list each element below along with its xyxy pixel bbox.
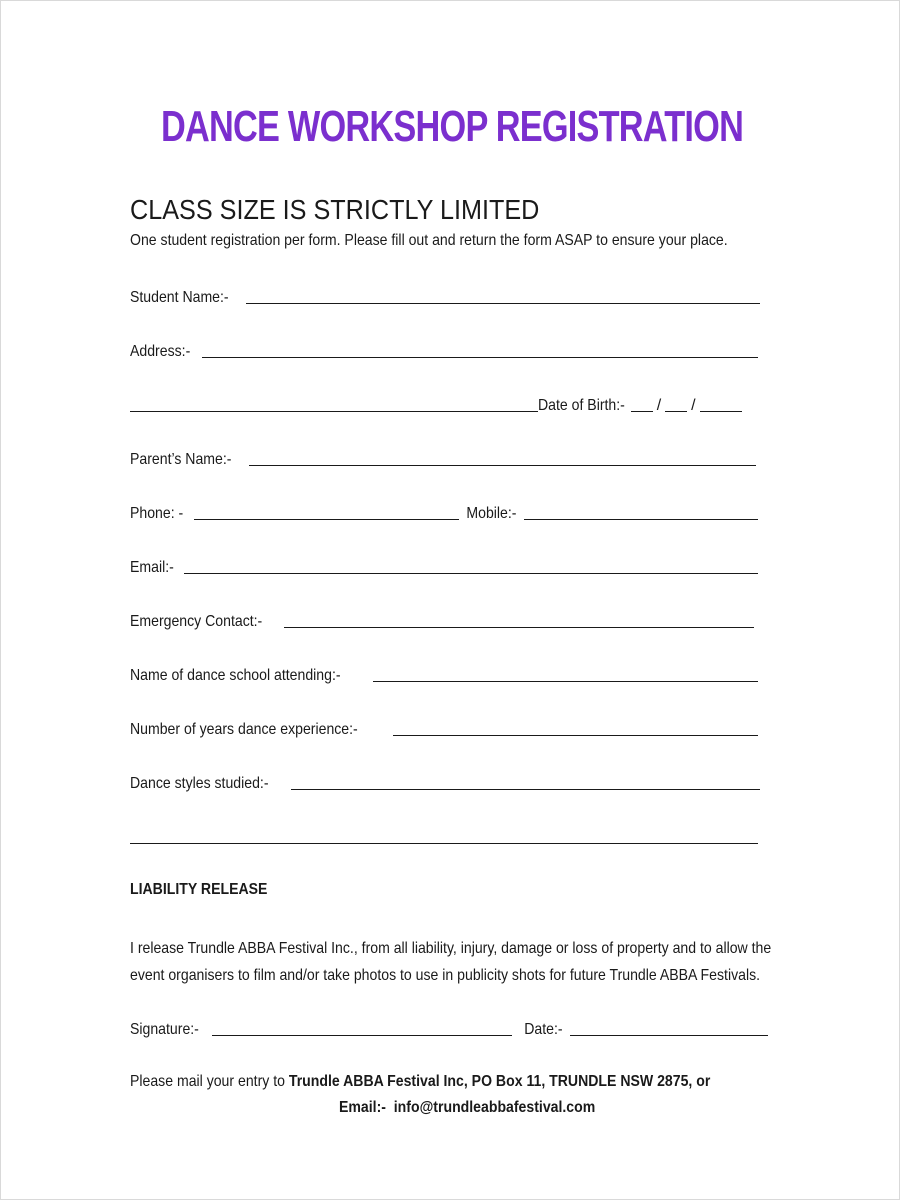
liability-line-2: event organisers to film and/or take photos to use in publicity shots for future Trundle ABBA Festivals. xyxy=(130,967,761,984)
student-name-label: Student Name:- xyxy=(130,289,229,306)
field-phone-mobile xyxy=(130,501,758,523)
field-email xyxy=(130,555,758,577)
emergency-contact-line[interactable] xyxy=(284,627,754,628)
dance-school-label: Name of dance school attending:- xyxy=(130,667,341,684)
field-signature-date xyxy=(130,1017,768,1039)
field-parents-name xyxy=(130,447,756,469)
contact-email xyxy=(339,1099,595,1117)
dob-separator: / xyxy=(691,397,696,414)
dance-styles-line-2[interactable] xyxy=(130,843,758,844)
email-label: Email:- xyxy=(130,559,174,576)
email-contact-value[interactable]: info@trundleabbafestival.com xyxy=(393,1099,596,1116)
email-line[interactable] xyxy=(184,573,758,574)
dance-school-line[interactable] xyxy=(373,681,758,682)
dob-year-line[interactable] xyxy=(700,411,742,412)
field-address xyxy=(130,339,758,361)
form-intro: One student registration per form. Please fill out and return the form ASAP to ensure your place. xyxy=(130,232,728,249)
years-experience-line[interactable] xyxy=(393,735,758,736)
phone-label: Phone: - xyxy=(130,505,184,522)
mobile-line[interactable] xyxy=(524,519,758,520)
field-dance-styles-extra xyxy=(130,825,758,847)
liability-heading: LIABILITY RELEASE xyxy=(130,881,268,898)
field-emergency-contact xyxy=(130,609,754,631)
liability-line-1: I release Trundle ABBA Festival Inc., from all liability, injury, damage or loss of property and to allow the xyxy=(130,940,772,957)
field-dance-school xyxy=(130,663,758,685)
dance-styles-line[interactable] xyxy=(291,789,760,790)
dob-month-line[interactable] xyxy=(665,411,687,412)
signature-line[interactable] xyxy=(212,1035,512,1036)
phone-line[interactable] xyxy=(194,519,459,520)
dance-styles-label: Dance styles studied:- xyxy=(130,775,269,792)
liability-text xyxy=(130,935,772,989)
parents-name-label: Parent’s Name:- xyxy=(130,451,232,468)
form-title: DANCE WORKSHOP REGISTRATION xyxy=(161,102,744,151)
email-contact-label: Email:- xyxy=(339,1099,386,1116)
field-years-experience xyxy=(130,717,758,739)
mail-prefix: Please mail your entry to xyxy=(130,1073,289,1090)
address-label: Address:- xyxy=(130,343,191,360)
field-student-name xyxy=(130,285,760,307)
mobile-label: Mobile:- xyxy=(466,505,517,522)
date-line[interactable] xyxy=(570,1035,768,1036)
years-experience-label: Number of years dance experience:- xyxy=(130,721,358,738)
mail-address: Trundle ABBA Festival Inc, PO Box 11, TRUNDLE NSW 2875, or xyxy=(288,1073,711,1090)
field-address-dob xyxy=(130,393,758,415)
date-label: Date:- xyxy=(524,1021,563,1038)
dob-label: Date of Birth:- xyxy=(538,397,625,414)
address-line-2[interactable] xyxy=(130,411,538,412)
emergency-contact-label: Emergency Contact:- xyxy=(130,613,263,630)
parents-name-line[interactable] xyxy=(249,465,756,466)
field-dance-styles xyxy=(130,771,760,793)
dob-day-line[interactable] xyxy=(631,411,653,412)
mail-instructions xyxy=(130,1073,710,1091)
signature-label: Signature:- xyxy=(130,1021,199,1038)
dob-separator: / xyxy=(656,397,662,414)
student-name-line[interactable] xyxy=(246,303,760,304)
address-line[interactable] xyxy=(202,357,758,358)
form-subtitle: CLASS SIZE IS STRICTLY LIMITED xyxy=(130,194,540,225)
